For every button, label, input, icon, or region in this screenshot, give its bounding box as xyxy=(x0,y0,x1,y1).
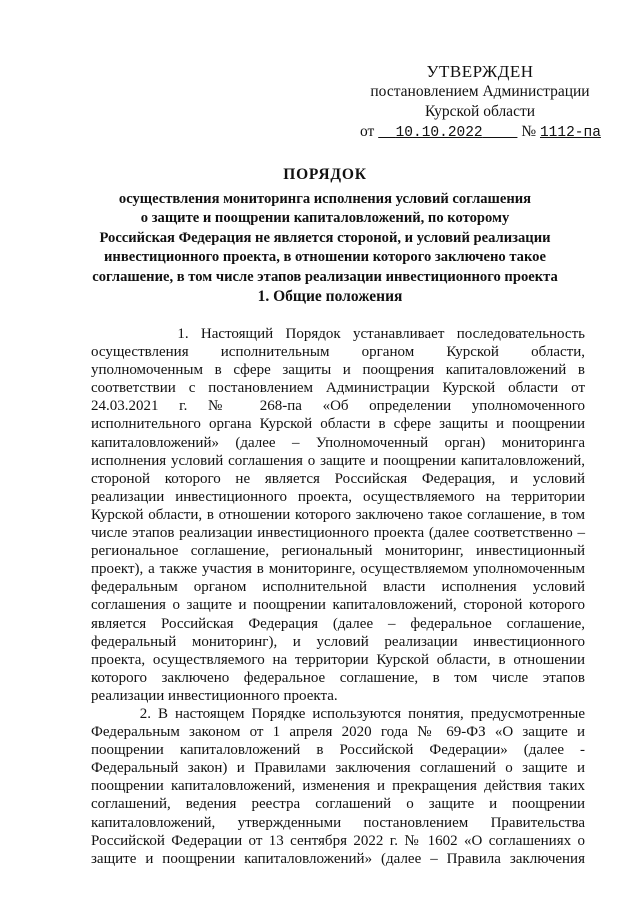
title-line: инвестиционного проекта, в отношении которого заключено такое xyxy=(104,249,546,265)
body-line: 2. В настоящем Порядке используются понятия, предусмотренные xyxy=(91,705,585,722)
section-heading: 1. Общие положения xyxy=(257,288,403,305)
approval-heading: УТВЕРЖДЕН xyxy=(426,62,534,81)
title-line: Российская Федерация не является стороной, и условий реализации xyxy=(99,229,551,246)
body-line: защите и поощрении капиталовложений» (далее – Правила заключения xyxy=(91,850,585,867)
body-line: Федеральный закон) и Правилами заключения соглашений о защите и xyxy=(91,760,585,777)
number-prefix: № xyxy=(521,123,537,140)
body-line: уполномоченным в сфере защиты и поощрения капиталовложений в xyxy=(91,362,585,379)
body-line: исполнительного органа Курской области в сфере защиты и поощрении xyxy=(91,416,585,433)
approval-date: 10.10.2022 xyxy=(395,125,483,141)
body-line: соглашений, ведения реестра соглашений о защите и поощрении xyxy=(91,796,585,813)
body-line: соответствии с постановлением Администрации Курской области от xyxy=(91,380,585,397)
body-line: федеральным органом исполнительной власти исполнения условий xyxy=(91,579,585,596)
body-line: капиталовложений, утвержденными постановлением Правительства xyxy=(91,814,585,831)
body-line: Российской Федерации от 13 сентября 2022 г. № 1602 «О соглашениях о xyxy=(91,832,585,849)
body-line: проекта, осуществляемого на территории Курской области, в отношении xyxy=(91,651,585,668)
body-line: реализации инвестиционного проекта, осуществляемого на территории xyxy=(91,488,585,505)
title-line: соглашение, в том числе этапов реализации инвестиционного проекта xyxy=(92,268,558,285)
body-line: которого заключено федеральное соглашение, в том числе этапов xyxy=(91,669,585,686)
body-line: 1. Настоящий Порядок устанавливает последовательность xyxy=(91,326,585,342)
body-line: проект), а также участия в мониторинге, осуществляемом уполномоченным xyxy=(91,561,585,578)
body-line: Федеральным законом от 1 апреля 2020 года № 69-ФЗ «О защите и xyxy=(91,724,585,741)
title-line: о защите и поощрении капиталовложений, по которому xyxy=(140,210,510,226)
body-line: Курской области, в отношении которого заключено такое соглашение, в том xyxy=(91,506,585,523)
date-prefix: от xyxy=(360,123,375,140)
document-title xyxy=(60,165,590,287)
body-line: реализации инвестиционного проекта. xyxy=(91,687,338,704)
body-line: федеральный мониторинг), и условий реализации инвестиционного xyxy=(91,633,585,650)
body-line: поощрении капиталовложений, изменения и прекращения действия таких xyxy=(91,778,585,795)
body-line: является Российская Федерация (далее – федеральное соглашение, xyxy=(91,615,585,632)
body-line: числе этапов реализации инвестиционного проекта (далее соответственно – xyxy=(91,525,585,542)
approval-stamp xyxy=(360,62,600,143)
approval-line-1: постановлением Администрации xyxy=(370,83,590,100)
body-line: осуществления исполнительным органом Курской области, xyxy=(91,344,585,361)
body-line: стороной которого не является Российская Федерация, и условий xyxy=(91,470,585,487)
title-line: осуществления мониторинга исполнения условий соглашения xyxy=(118,190,532,207)
approval-date-line xyxy=(360,122,600,143)
document-body xyxy=(91,325,585,868)
body-line: соглашения о защите и поощрении капиталовложений, стороной которого xyxy=(91,597,585,614)
body-line: исполнения условий соглашения о защите и поощрении капиталовложений, xyxy=(91,452,585,469)
document-name: ПОРЯДОК xyxy=(283,166,367,183)
body-line: 24.03.2021 г. № 268-па «Об определении уполномоченного xyxy=(91,398,585,415)
body-line: поощрении капиталовложений в Российской Федерации» (далее - xyxy=(91,742,585,759)
approval-number: 1112-па xyxy=(539,125,601,141)
body-line: капиталовложений» (далее – Уполномоченный орган) мониторинга xyxy=(91,434,585,451)
body-line: региональное соглашение, региональный мониторинг, инвестиционный xyxy=(91,543,585,560)
approval-line-2: Курской области xyxy=(424,103,536,120)
